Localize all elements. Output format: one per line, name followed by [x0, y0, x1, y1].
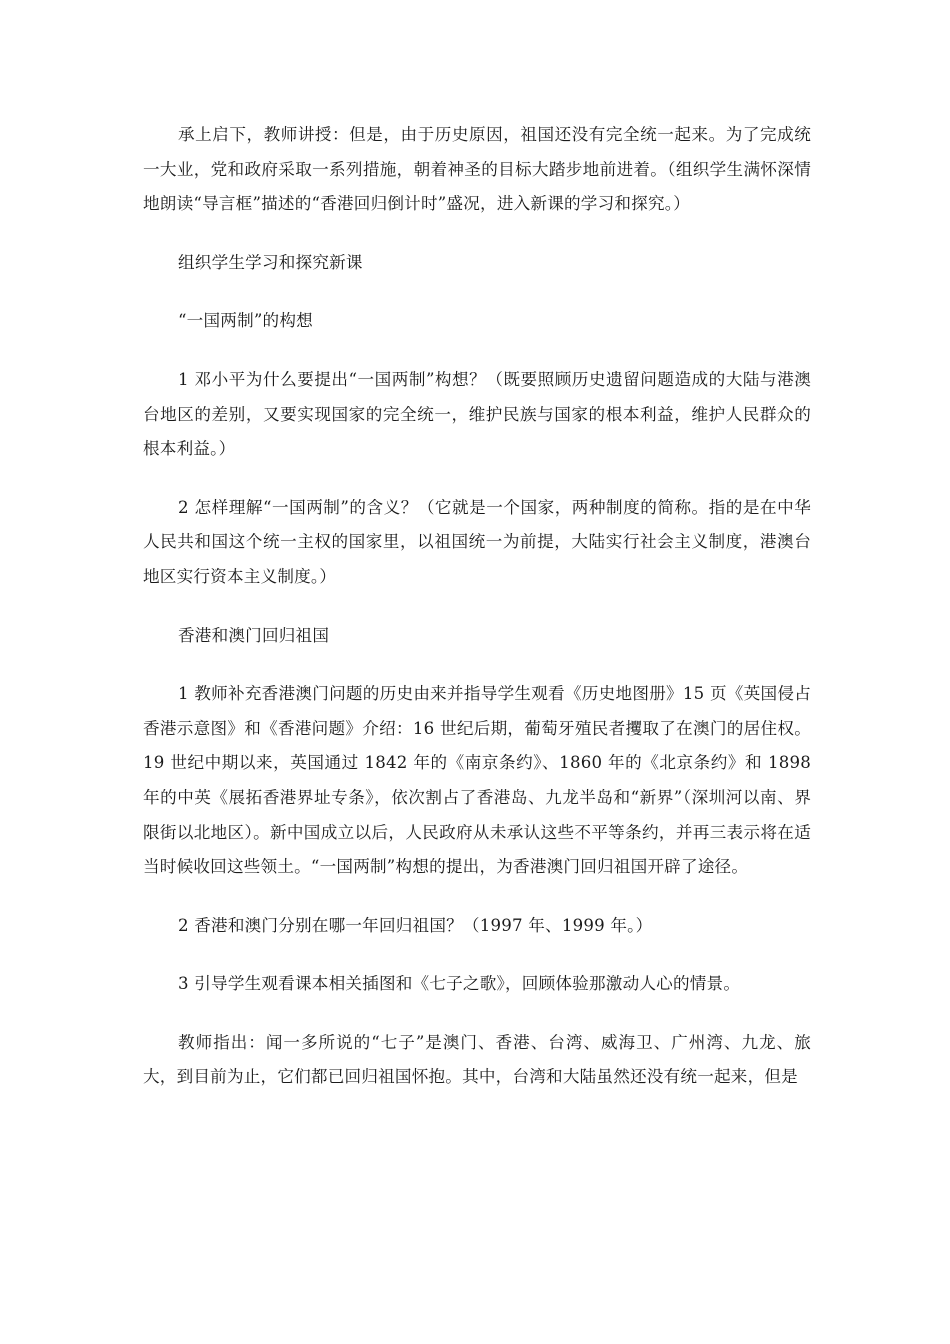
paragraph-question-2: 2 怎样理解“一国两制”的含义？（它就是一个国家，两种制度的简称。指的是在中华人民共和国这个统一主权的国家里，以祖国统一为前提，大陆实行社会主义制度，港澳台地区实行资本主义制度。） — [143, 497, 811, 586]
paragraph-gap — [143, 595, 811, 619]
document-body — [143, 118, 811, 1095]
paragraph-seven-sons-song: 3 引导学生观看课本相关插图和《七子之歌》，回顾体验那激动人心的情景。 — [178, 974, 741, 994]
section-heading-one-country-two-systems: “一国两制”的构想 — [178, 311, 313, 331]
section-heading-hk-macau-return: 香港和澳门回归祖国 — [178, 625, 330, 645]
paragraph-gap — [143, 222, 811, 246]
paragraph-gap — [143, 1002, 811, 1026]
paragraph-gap — [143, 653, 811, 677]
paragraph-gap — [143, 467, 811, 491]
paragraph-question-1: 1 邓小平为什么要提出“一国两制”构想？（既要照顾历史遗留问题造成的大陆与港澳台地区的差别，又要实现国家的完全统一，维护民族与国家的根本利益，维护人民群众的根本利益。） — [143, 369, 811, 459]
paragraph-gap — [143, 885, 811, 909]
section-heading-new-lesson: 组织学生学习和探究新课 — [178, 252, 363, 272]
paragraph-gap — [143, 280, 811, 304]
paragraph-gap — [143, 943, 811, 967]
paragraph-intro: 承上启下，教师讲授：但是，由于历史原因，祖国还没有完全统一起来。为了完成统一大业，党和政府采取一系列措施，朝着神圣的目标大踏步地前进着。（组织学生满怀深情地朗读“导言框”描述的“香港回归倒计时”盛况，进入新课的学习和探究。） — [143, 125, 811, 214]
paragraph-teacher-points-out: 教师指出：闻一多所说的“七子”是澳门、香港、台湾、威海卫、广州湾、九龙、旅大，到目前为止，它们都已回归祖国怀抱。其中，台湾和大陆虽然还没有统一起来，但是 — [143, 1032, 811, 1087]
paragraph-return-years: 2 香港和澳门分别在哪一年回归祖国？（1997 年、1999 年。） — [178, 915, 653, 935]
paragraph-gap — [143, 339, 811, 363]
paragraph-history-background: 1 教师补充香港澳门问题的历史由来并指导学生观看《历史地图册》15 页《英国侵占香港示意图》和《香港问题》介绍：16 世纪后期，葡萄牙殖民者攫取了在澳门的居住权。19 世纪中期以来，英国通过 1842 年的《南京条约》、1860 年的《北京条约》和 1898 年的中英《展拓香港界址专条》，依次割占了香港岛、九龙半岛和“新界”（深圳河以南、界限街以北地区）。新中国成立以后，人民政府从未承认这些不平等条约，并再三表示将在适当时候收回这些领土。“一国两制”构想的提出，为香港澳门回归祖国开辟了途径。 — [143, 684, 811, 877]
